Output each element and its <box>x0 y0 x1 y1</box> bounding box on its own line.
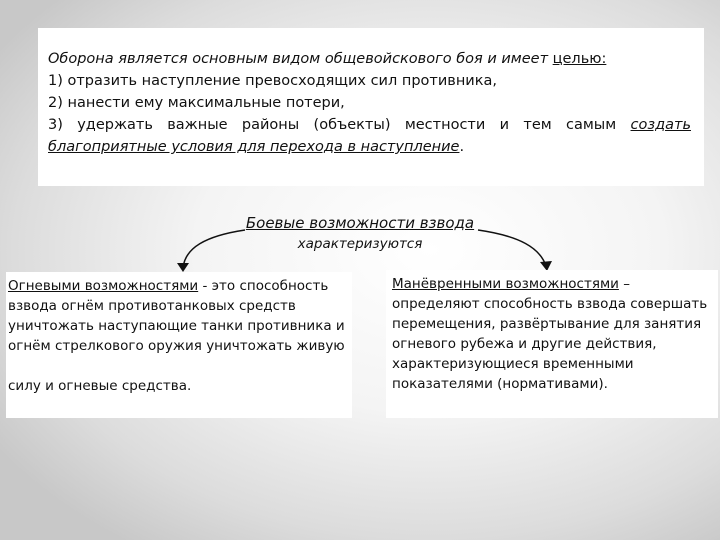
fire-capabilities-text <box>8 276 348 396</box>
fire-capabilities-box <box>6 272 352 418</box>
fire-capabilities-tail: силу и огневые средства. <box>8 378 192 394</box>
left-arrowhead-icon <box>177 263 189 272</box>
goal-item-3-end: . <box>459 139 465 155</box>
maneuver-capabilities-heading <box>392 274 714 294</box>
maneuver-capabilities-box <box>386 270 718 418</box>
left-arrow-icon <box>183 230 245 268</box>
goal-item-2: 2) нанести ему максимальные потери, <box>48 95 345 111</box>
maneuver-capabilities-definition: определяют способность взвода совершать перемещения, развёртывание для занятия огневого рубежа и другие действия, характеризующиеся временными показателями (нормативами). <box>392 296 708 392</box>
section-subheading: характеризуются <box>297 236 423 252</box>
right-arrow-icon <box>478 230 546 266</box>
maneuver-capabilities-text <box>392 274 714 394</box>
goal-item-1: 1) отразить наступление превосходящих сил противника, <box>48 73 497 89</box>
maneuver-capabilities-dash: – <box>618 276 630 292</box>
fire-capabilities-term: Огневыми возможностями <box>8 278 199 294</box>
intro-statement: Оборона является основным видом общевойскового боя и имеет <box>48 51 553 67</box>
fire-capabilities-paragraph <box>8 276 348 356</box>
goal-item-3-link-end: благоприятные условия для перехода в наступление <box>48 139 460 155</box>
goal-item-3-link-start: создать <box>630 117 691 133</box>
section-heading: Боевые возможности взвода <box>245 214 475 232</box>
fire-capabilities-definition: - это способность взвода огнём противотанковых средств уничтожать наступающие танки противника и огнём стрелкового оружия уничтожать живую <box>8 278 345 354</box>
maneuver-capabilities-term: Манёвренными возможностями <box>392 276 619 292</box>
goal-item-3-start: 3) удержать важные районы (объекты) местности и тем самым <box>48 117 631 133</box>
goal-word: целью: <box>552 51 607 67</box>
